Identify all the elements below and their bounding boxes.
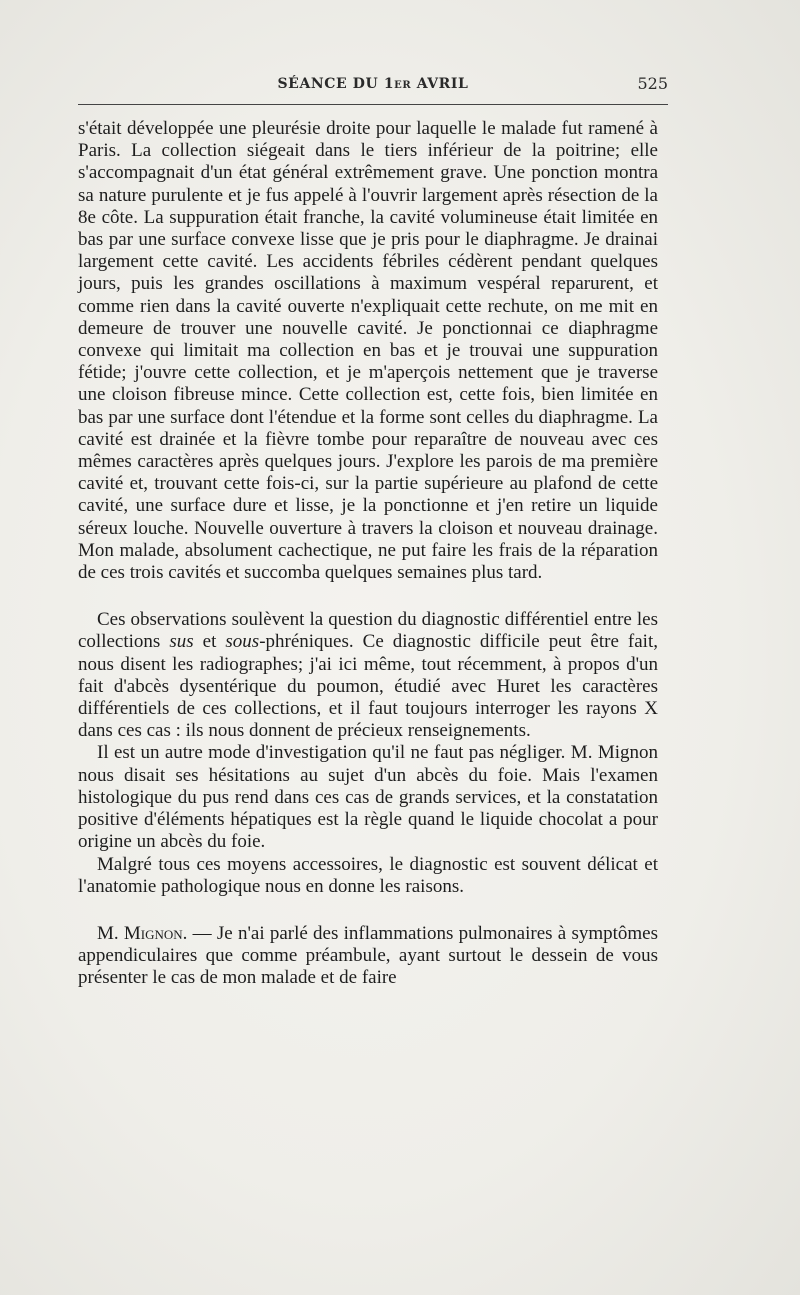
paragraph-2-part-a: Ces observations soulèvent la question du diagnostic différentiel entre les collections (78, 609, 658, 653)
italic-sus: sus (169, 631, 194, 653)
paragraph-2-part-c: -phréniques. Ce diagnostic difficile peut être fait, nous disent les radiographes; j'ai ici même, tout récemment, à propos d'un fait d'abcès dysentérique du poumon, étudié avec Huret les caractères différentiels de ces collections, et il faut toujours interroger les rayons X dans ces cas : ils nous donnent de précieux renseignements. (78, 631, 658, 742)
paragraph-3: Il est un autre mode d'investigation qu'il ne faut pas négliger. M. Mignon nous disait ses hésitations au sujet d'un abcès du foie. Mais l'examen histologique du pus rend dans ces cas de grands services, et la constatation positive d'éléments hépatiques est la règle quand le liquide chocolat a pour origine un abcès du foie. (78, 742, 658, 853)
paragraph-2 (78, 609, 658, 742)
paragraph-5-text: — Je n'ai parlé des inflammations pulmonaires à symptômes appendiculaires que comme préambule, ayant surtout le dessein de vous présenter le cas de mon malade et de faire (78, 922, 659, 989)
page-header (78, 70, 668, 100)
italic-sous: sous (225, 631, 260, 653)
paragraph-2-part-b: et (193, 631, 226, 653)
speaker-name: M. Mignon. (97, 922, 188, 944)
header-rule (78, 104, 668, 105)
paragraph-5 (78, 923, 658, 990)
page-number: 525 (637, 74, 668, 93)
paragraph-1: s'était développée une pleurésie droite pour laquelle le malade fut ramené à Paris. La collection siégeait dans le tiers inférieur de la poitrine; elle s'accompagnait d'un état général extrêmement grave. Une ponction montra sa nature purulente et je fus appelé à l'ouvrir largement après résection de la 8e côte. La suppuration était franche, la cavité volumineuse était limitée en bas par une surface convexe lisse que je pris pour le diaphragme. Je drainai largement cette cavité. Les accidents fébriles cédèrent pendant quelques jours, puis les grandes oscillations à maximum vespéral reparurent, et comme rien dans la cavité ouverte n'expliquait cette rechute, on me mit en demeure de trouver une nouvelle cavité. Je ponctionnai ce diaphragme convexe qui limitait ma collection en bas et je trouvai une suppuration fétide; j'ouvre cette collection, et je m'aperçois nettement que je traverse une cloison fibreuse mince. Cette collection est, cette fois, bien limitée en bas par une surface dont l'étendue et la forme sont celles du diaphragme. La cavité est drainée et la fièvre tombe pour reparaître de nouveau avec ces mêmes caractères après quelques jours. J'explore les parois de ma première cavité et, trouvant cette fois-ci, sur la partie supérieure au plafond de cette cavité, une surface dure et lisse, je la ponctionne et j'en retire un liquide séreux louche. Nouvelle ouverture à travers la cloison et nouveau drainage. Mon malade, absolument cachectique, ne put faire les frais de la réparation de ces trois cavités et succomba quelques semaines plus tard. (78, 118, 658, 584)
body-text (78, 118, 658, 990)
paragraph-4: Malgré tous ces moyens accessoires, le diagnostic est souvent délicat et l'anatomie pathologique nous en donne les raisons. (78, 853, 658, 897)
running-title: SÉANCE DU 1er AVRIL (277, 76, 469, 92)
